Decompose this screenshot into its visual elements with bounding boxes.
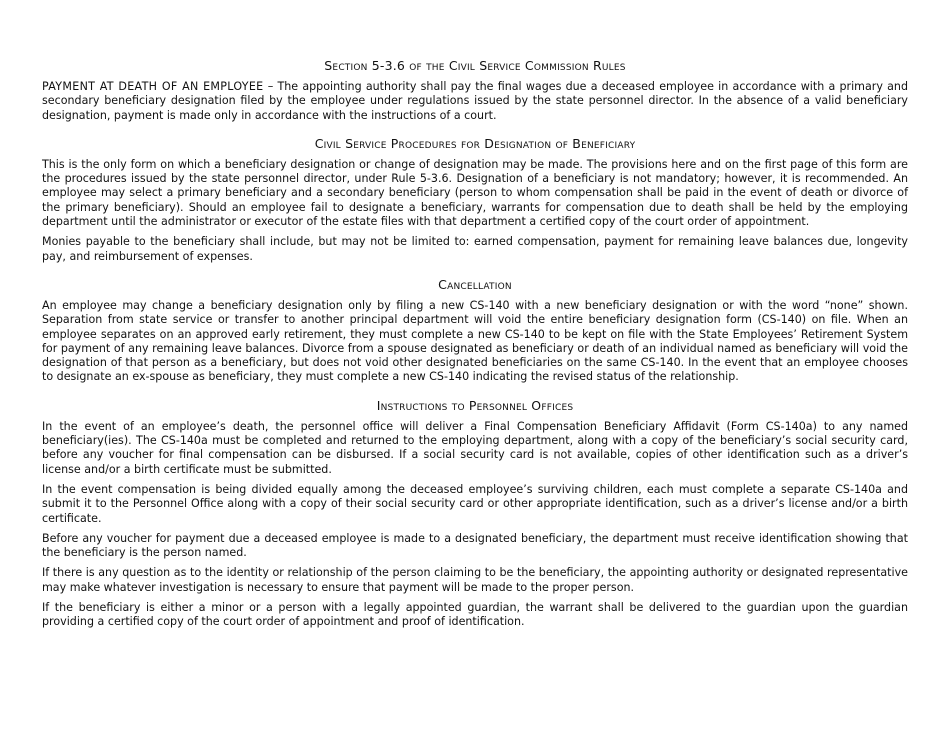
- instructions-paragraph-3: Before any voucher for payment due a deceased employee is made to a designated beneficiary, the department must receive identification showing that the beneficiary is the person named.: [42, 531, 908, 560]
- cancellation-heading: Cancellation: [438, 276, 512, 292]
- procedures-paragraph-1: This is the only form on which a beneficiary designation or change of designation may be made. The provisions here and on the first page of this form are the procedures issued by the state personnel director, under Rule 5-3.6. Designation of a beneficiary is not mandatory; however, it is recommended. An employee may select a primary beneficiary and a secondary beneficiary (person to whom compensation shall be paid in the event of death or divorce of the primary beneficiary). Should an employee fail to designate a beneficiary, warrants for compensation due to death shall be held by the employing department until the administrator or executor of the estate files with that department a certified copy of the court order of appointment.: [42, 157, 908, 229]
- instructions-paragraph-4: If there is any question as to the identity or relationship of the person claiming to be the beneficiary, the appointing authority or designated representative may make whatever investigation is necessary to ensure that payment will be made to the proper person.: [42, 566, 908, 594]
- document-page: [42, 58, 908, 636]
- procedures-paragraph-2: Monies payable to the beneficiary shall include, but may not be limited to: earned compensation, payment for remaining leave balances due, longevity pay, and reimbursement of expenses.: [42, 235, 908, 263]
- payment-at-death-paragraph: [42, 80, 908, 123]
- instructions-paragraph-2: In the event compensation is being divided equally among the deceased employee’s surviving children, each must complete a separate CS-140a and submit it to the Personnel Office along with a copy of their social security card or other appropriate identification, such as a driver’s license and/or a birth certificate.: [42, 482, 908, 525]
- instructions-paragraph-5: If the beneficiary is either a minor or a person with a legally appointed guardian, the warrant shall be delivered to the guardian upon the guardian providing a certified copy of the court order of appointment and proof of identification.: [42, 601, 908, 629]
- payment-text: – The appointing authority shall pay the final wages due a deceased employee in accordance with a primary and secondary beneficiary designation filed by the employee under regulations issued by the state personnel director. In the absence of a valid beneficiary designation, payment is made only in accordance with the instructions of a court.: [42, 80, 909, 122]
- instructions-paragraph-1: In the event of an employee’s death, the personnel office will deliver a Final Compensation Beneficiary Affidavit (Form CS-140a) to any named beneficiary(ies). The CS-140a must be completed and returned to the employing department, along with a copy of the beneficiary’s social security card, before any voucher for final compensation can be disbursed. If a social security card is not available, copies of other identification such as a driver’s license and/or a birth certificate must be submitted.: [42, 419, 908, 476]
- instructions-heading: Instructions to Personnel Offices: [376, 397, 574, 413]
- procedures-heading: Civil Service Procedures for Designation of Beneficiary: [314, 135, 636, 151]
- cancellation-paragraph: An employee may change a beneficiary designation only by filing a new CS-140 with a new beneficiary designation or with the word “none” shown. Separation from state service or transfer to another principal department will void the entire beneficiary designation form (CS-140) on file. When an employee separates on an approved early retirement, they must complete a new CS-140 to be kept on file with the State Employees’ Retirement System for payment of any remaining leave balances. Divorce from a spouse designated as beneficiary or death of an individual named as beneficiary will void the designation of that person as a beneficiary, but does not void other designated beneficiaries on the same CS-140. In the event that an employee chooses to designate an ex-spouse as beneficiary, they must complete a new CS-140 indicating the revised status of the relationship.: [42, 298, 908, 384]
- payment-lead: PAYMENT AT DEATH OF AN EMPLOYEE: [42, 80, 264, 93]
- section-title: Section 5-3.6 of the Civil Service Commission Rules: [324, 58, 626, 73]
